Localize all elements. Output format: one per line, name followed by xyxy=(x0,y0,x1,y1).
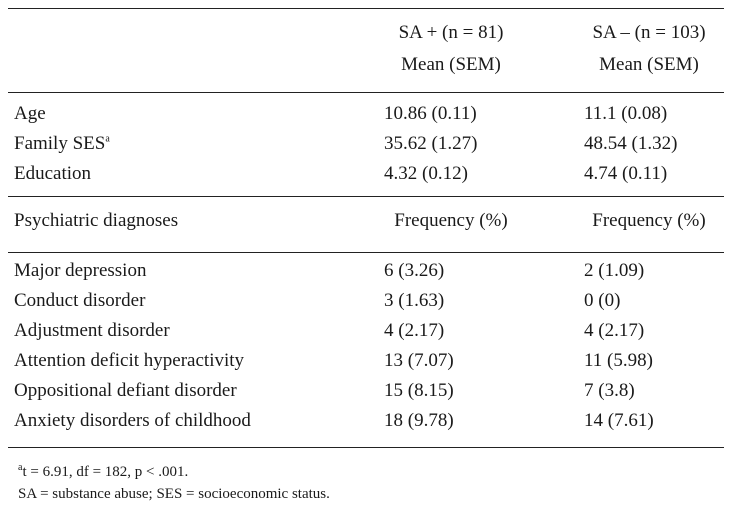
diag-label: Oppositional defiant disorder xyxy=(14,380,237,401)
section-rule xyxy=(8,196,724,197)
col2-title: SA – (n = 103) xyxy=(592,22,706,43)
demo-edu-col1: 4.32 (0.12) xyxy=(384,163,468,184)
diagnoses-header-col1: Frequency (%) xyxy=(394,210,508,231)
diag-col2: 2 (1.09) xyxy=(584,260,645,281)
header-rule xyxy=(8,92,724,93)
bottom-rule xyxy=(8,447,724,448)
demo-age-col1: 10.86 (0.11) xyxy=(384,103,477,124)
diagnoses-header-col2: Frequency (%) xyxy=(592,210,706,231)
footnote-a-text: t = 6.91, df = 182, p < .001. xyxy=(22,464,189,480)
col2-subtitle: Mean (SEM) xyxy=(599,54,699,75)
demo-edu-col2: 4.74 (0.11) xyxy=(584,163,668,184)
footnote-abbreviations: SA = substance abuse; SES = socioeconomic status. xyxy=(18,486,330,502)
diag-label: Conduct disorder xyxy=(14,290,146,311)
family-ses-text: Family SES xyxy=(14,133,106,154)
diag-col2: 14 (7.61) xyxy=(584,410,654,431)
diag-col2: 0 (0) xyxy=(584,290,621,311)
demo-ses-col2: 48.54 (1.32) xyxy=(584,133,678,154)
diagnoses-header-label: Psychiatric diagnoses xyxy=(14,210,179,231)
diag-col1: 3 (1.63) xyxy=(384,290,445,311)
diag-col1: 6 (3.26) xyxy=(384,260,445,281)
subheader-rule xyxy=(8,252,724,253)
demo-age-col2: 11.1 (0.08) xyxy=(584,103,668,124)
diag-col1: 4 (2.17) xyxy=(384,320,445,341)
demo-label-age: Age xyxy=(14,103,46,124)
footnote-marker-a: a xyxy=(105,133,110,145)
diag-col2: 4 (2.17) xyxy=(584,320,645,341)
diag-col2: 7 (3.8) xyxy=(584,380,635,401)
footnote-a-marker: a xyxy=(18,462,23,473)
demo-ses-col1: 35.62 (1.27) xyxy=(384,133,478,154)
diag-col2: 11 (5.98) xyxy=(584,350,653,371)
col1-title: SA + (n = 81) xyxy=(398,22,504,43)
footnote-a xyxy=(18,462,188,482)
diag-col1: 15 (8.15) xyxy=(384,380,454,401)
demo-label-family-ses xyxy=(14,133,110,155)
col1-subtitle: Mean (SEM) xyxy=(401,54,501,75)
diag-col1: 13 (7.07) xyxy=(384,350,454,371)
demo-label-education: Education xyxy=(14,163,92,184)
diag-label: Attention deficit hyperactivity xyxy=(14,350,245,371)
diag-label: Major depression xyxy=(14,260,147,281)
diag-label: Anxiety disorders of childhood xyxy=(14,410,251,431)
diag-col1: 18 (9.78) xyxy=(384,410,454,431)
diag-label: Adjustment disorder xyxy=(14,320,170,341)
top-rule xyxy=(8,8,724,9)
